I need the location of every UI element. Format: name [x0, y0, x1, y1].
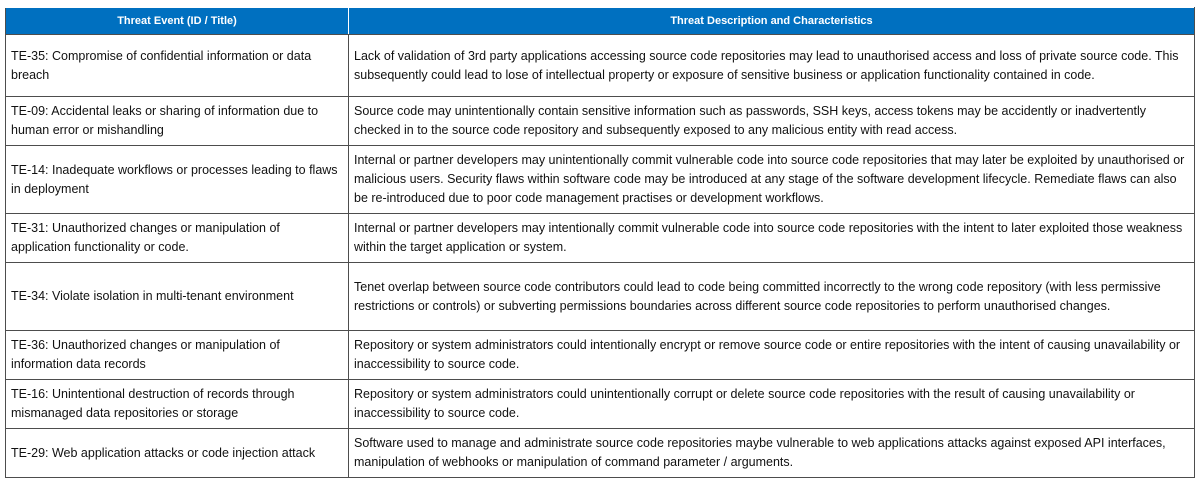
header-row — [6, 8, 1195, 35]
threat-description-cell: Software used to manage and administrate source code repositories maybe vulnerable to web applications attacks against exposed API interfaces, manipulation of webhooks or manipulation of command parameter / arguments. — [349, 429, 1195, 478]
table-row — [6, 380, 1195, 429]
threat-description-cell: Tenet overlap between source code contributors could lead to code being committed incorrectly to the wrong code repository (with less permissive restrictions or controls) or subverting permissions boundaries across different source code repositories to perform unauthorised changes. — [349, 263, 1195, 331]
threat-event-cell: TE-31: Unauthorized changes or manipulation of application functionality or code. — [6, 214, 349, 263]
threat-description-cell: Repository or system administrators could unintentionally corrupt or delete source code repositories with the result of causing unavailability or inaccessibility to source code. — [349, 380, 1195, 429]
table-row — [6, 97, 1195, 146]
table-row — [6, 429, 1195, 478]
column-header-threat-description: Threat Description and Characteristics — [349, 8, 1195, 35]
threat-event-cell: TE-09: Accidental leaks or sharing of information due to human error or mishandling — [6, 97, 349, 146]
threat-event-cell: TE-35: Compromise of confidential information or data breach — [6, 35, 349, 97]
threat-description-cell: Internal or partner developers may intentionally commit vulnerable code into source code repositories with the intent to later exploited those weakness within the target application or system. — [349, 214, 1195, 263]
threat-event-cell: TE-29: Web application attacks or code injection attack — [6, 429, 349, 478]
table-row — [6, 331, 1195, 380]
threat-description-cell: Repository or system administrators could intentionally encrypt or remove source code or entire repositories with the intent of causing unavailability or inaccessibility to source code. — [349, 331, 1195, 380]
threat-event-cell: TE-34: Violate isolation in multi-tenant environment — [6, 263, 349, 331]
threat-event-cell: TE-16: Unintentional destruction of records through mismanaged data repositories or storage — [6, 380, 349, 429]
table-row — [6, 35, 1195, 97]
threat-description-cell: Source code may unintentionally contain sensitive information such as passwords, SSH keys, access tokens may be accidently or inadvertently checked in to the source code repository and subsequently exposed to any malicious entity with read access. — [349, 97, 1195, 146]
table-row — [6, 146, 1195, 214]
table-row — [6, 263, 1195, 331]
table-row — [6, 214, 1195, 263]
threat-description-cell: Internal or partner developers may unintentionally commit vulnerable code into source code repositories that may later be exploited by unauthorised or malicious users. Security flaws within software code may be introduced at any stage of the software development lifecycle. Remediate flaws can also be re-introduced due to poor code management practises or development workflows. — [349, 146, 1195, 214]
threat-description-cell: Lack of validation of 3rd party applications accessing source code repositories may lead to unauthorised access and loss of private source code. This subsequently could lead to lose of intellectual property or exposure of sensitive business or application functionality contained in code. — [349, 35, 1195, 97]
column-header-threat-event: Threat Event (ID / Title) — [6, 8, 349, 35]
threat-events-table — [5, 7, 1195, 478]
threat-event-cell: TE-36: Unauthorized changes or manipulation of information data records — [6, 331, 349, 380]
threat-event-cell: TE-14: Inadequate workflows or processes leading to flaws in deployment — [6, 146, 349, 214]
